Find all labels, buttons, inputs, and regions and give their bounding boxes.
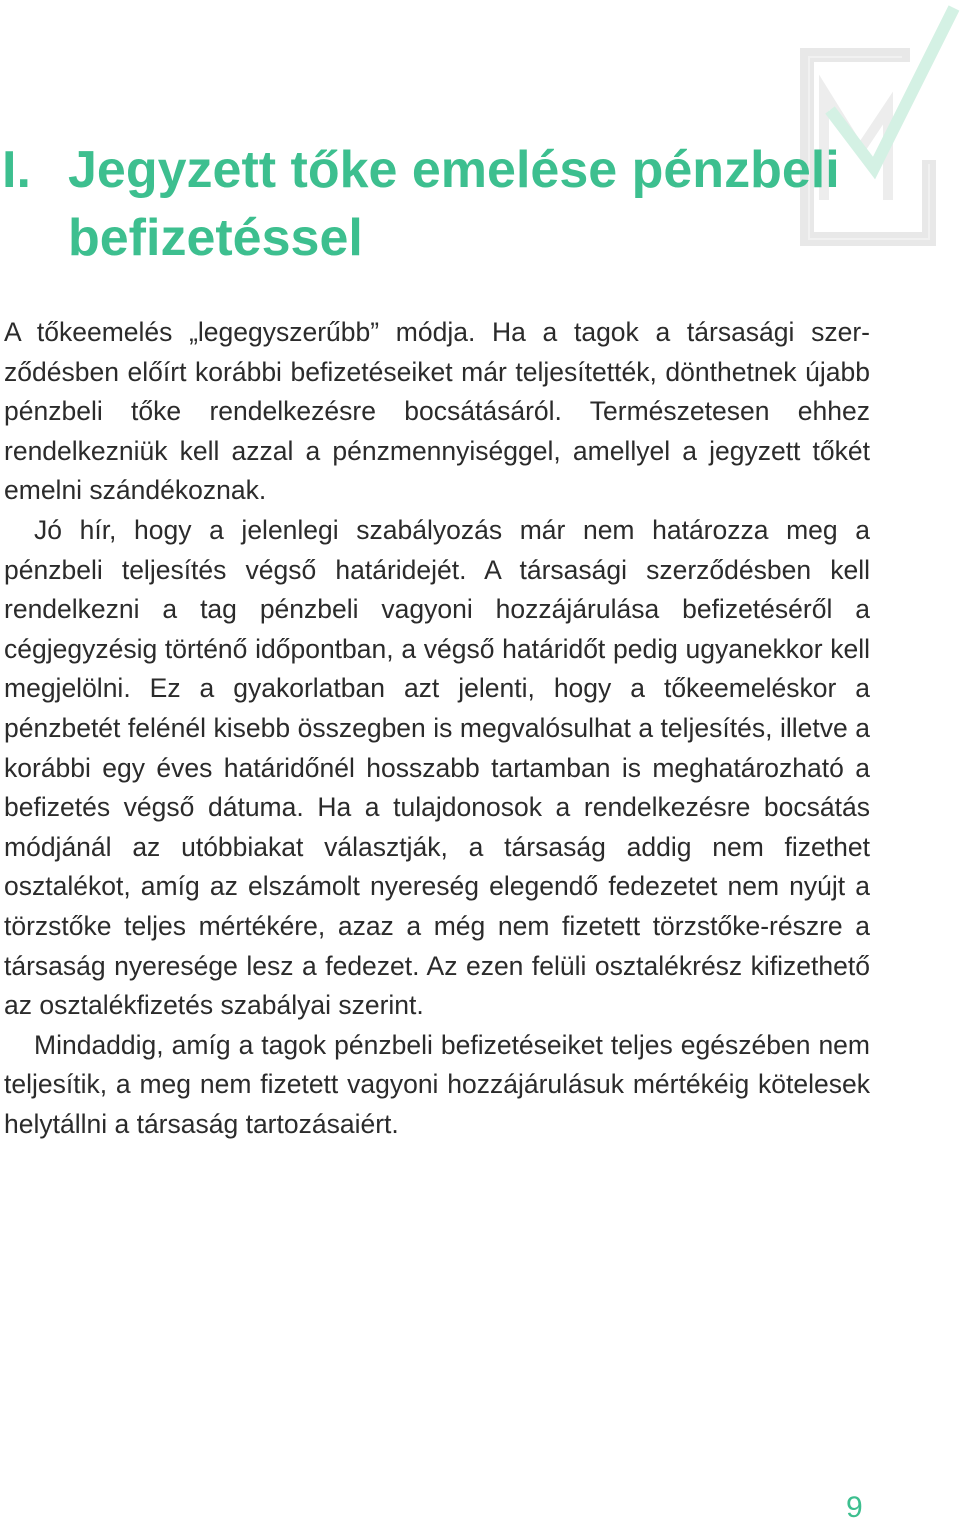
paragraph: A tőkeemelés „legegyszerűbb” módja. Ha a tagok a társasági szerződésben előírt korábbi befizetéseiket már teljesítették, dönthetnek újabb pénzbeli tőke rendelkezésre bocsátásáról. Természetesen ehhez rendelkezniük kell azzal a pénzmennyiséggel, amellyel a jegyzett tőkét emelni szándékoznak. (4, 317, 870, 506)
paragraph: Mindaddig, amíg a tagok pénzbeli befizetéseiket teljes egészében nem teljesítik, a meg nem fizetett vagyoni hozzájárulásuk mértékéig kötelesek helytállni a társaság tartozásaiért. (4, 1029, 870, 1139)
body-text (4, 313, 870, 1144)
chapter-heading (0, 136, 860, 272)
page-number: 9 (846, 1491, 863, 1524)
paragraph: Jó hír, hogy a jelenlegi szabályozás már nem határozza meg a pénzbeli teljesítés végső határidejét. A társasági szerződésben kell rendelkezni a tag pénzbeli vagyoni hozzájárulása befizetéséről a cégjegyzésig történő időpontban, a végső határidőt pedig ugyanekkor kell megjelölni. Ez a gyakorlatban azt jelenti, hogy a tőkeemeléskor a pénzbetét felénél kisebb összegben is megvalósulhat a teljesítés, illetve a korábbi egy éves határidőnél hosszabb tartamban is meghatározható a befizetés végső dátuma. Ha a tulajdonosok a rendelkezésre bocsátás módjánál az utóbbiakat választják, a társaság addig nem fizethet osztalékot, amíg az elszámolt nyereség elegendő fedezetet nem nyújt a törzstőke teljes mértékére, azaz a még nem fizetett törzstőke-részre a társaság nyeresége lesz a fedezet. Az ezen felüli osztalékrész kifizethető az osztalékfizetés szabályai szerint. (4, 514, 870, 1021)
chapter-number: I. (2, 141, 31, 199)
chapter-title: Jegyzett tőke emelése pénzbeli befizetéssel (68, 141, 840, 267)
